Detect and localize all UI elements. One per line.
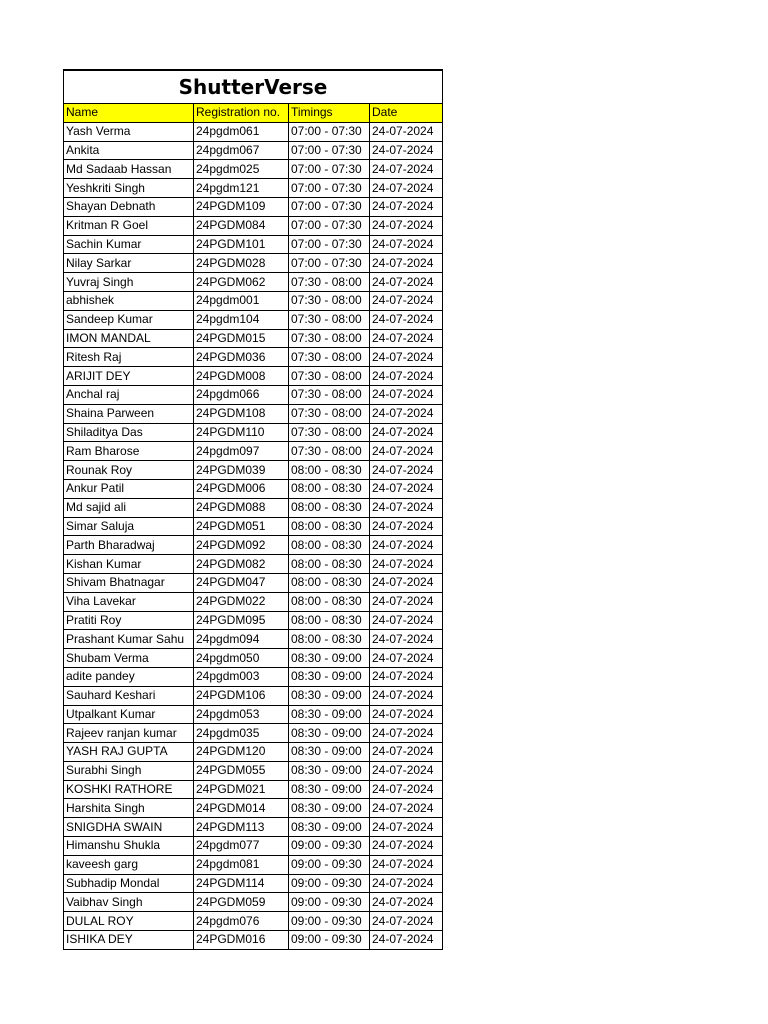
table-row [64,573,443,592]
registration-cell: 24PGDM022 [194,592,289,611]
timing-cell: 08:30 - 09:00 [289,705,370,724]
date-cell: 24-07-2024 [370,743,443,762]
date-cell: 24-07-2024 [370,686,443,705]
date-cell: 24-07-2024 [370,912,443,931]
table-row [64,310,443,329]
timing-cell: 07:00 - 07:30 [289,179,370,198]
registration-cell: 24PGDM036 [194,348,289,367]
timing-cell: 07:00 - 07:30 [289,122,370,141]
date-cell: 24-07-2024 [370,291,443,310]
schedule-sheet [63,69,442,950]
table-row [64,912,443,931]
table-row [64,799,443,818]
registration-cell: 24PGDM101 [194,235,289,254]
name-cell: Shiladitya Das [64,423,194,442]
date-cell: 24-07-2024 [370,160,443,179]
timing-cell: 07:30 - 08:00 [289,442,370,461]
registration-cell: 24PGDM008 [194,367,289,386]
table-row [64,837,443,856]
date-cell: 24-07-2024 [370,611,443,630]
timing-cell: 08:00 - 08:30 [289,592,370,611]
timing-cell: 07:00 - 07:30 [289,197,370,216]
table-row [64,743,443,762]
date-cell: 24-07-2024 [370,630,443,649]
date-cell: 24-07-2024 [370,179,443,198]
registration-cell: 24PGDM016 [194,931,289,950]
name-cell: Parth Bharadwaj [64,536,194,555]
registration-cell: 24pgdm066 [194,385,289,404]
name-cell: Ram Bharose [64,442,194,461]
table-row [64,479,443,498]
table-row [64,780,443,799]
table-row [64,855,443,874]
timing-cell: 07:30 - 08:00 [289,385,370,404]
name-cell: ARIJIT DEY [64,367,194,386]
timing-cell: 07:00 - 07:30 [289,254,370,273]
registration-cell: 24PGDM021 [194,780,289,799]
date-cell: 24-07-2024 [370,649,443,668]
timing-cell: 08:30 - 09:00 [289,780,370,799]
date-cell: 24-07-2024 [370,235,443,254]
table-row [64,705,443,724]
registration-cell: 24PGDM106 [194,686,289,705]
name-cell: Shivam Bhatnagar [64,573,194,592]
table-row [64,385,443,404]
date-cell: 24-07-2024 [370,855,443,874]
table-row [64,404,443,423]
table-row [64,442,443,461]
name-cell: Kritman R Goel [64,216,194,235]
date-cell: 24-07-2024 [370,479,443,498]
timing-cell: 08:30 - 09:00 [289,649,370,668]
timing-cell: 07:30 - 08:00 [289,404,370,423]
date-cell: 24-07-2024 [370,667,443,686]
date-cell: 24-07-2024 [370,517,443,536]
table-row [64,592,443,611]
registration-cell: 24PGDM109 [194,197,289,216]
registration-cell: 24pgdm077 [194,837,289,856]
timing-cell: 08:30 - 09:00 [289,686,370,705]
column-header-date: Date [370,104,443,123]
date-cell: 24-07-2024 [370,348,443,367]
registration-cell: 24pgdm081 [194,855,289,874]
name-cell: IMON MANDAL [64,329,194,348]
name-cell: Anchal raj [64,385,194,404]
table-row [64,235,443,254]
name-cell: Sandeep Kumar [64,310,194,329]
table-row [64,122,443,141]
registration-cell: 24pgdm053 [194,705,289,724]
table-row [64,498,443,517]
table-row [64,348,443,367]
name-cell: Nilay Sarkar [64,254,194,273]
timing-cell: 08:30 - 09:00 [289,724,370,743]
registration-cell: 24PGDM047 [194,573,289,592]
registration-cell: 24PGDM092 [194,536,289,555]
timing-cell: 07:00 - 07:30 [289,235,370,254]
date-cell: 24-07-2024 [370,724,443,743]
timing-cell: 09:00 - 09:30 [289,855,370,874]
name-cell: Ritesh Raj [64,348,194,367]
timing-cell: 07:30 - 08:00 [289,310,370,329]
registration-cell: 24PGDM051 [194,517,289,536]
timing-cell: 08:00 - 08:30 [289,461,370,480]
date-cell: 24-07-2024 [370,310,443,329]
table-row [64,667,443,686]
timing-cell: 08:00 - 08:30 [289,517,370,536]
name-cell: Kishan Kumar [64,555,194,574]
name-cell: Surabhi Singh [64,761,194,780]
timing-cell: 07:00 - 07:30 [289,141,370,160]
table-row [64,273,443,292]
date-cell: 24-07-2024 [370,818,443,837]
registration-cell: 24PGDM006 [194,479,289,498]
timing-cell: 08:30 - 09:00 [289,743,370,762]
date-cell: 24-07-2024 [370,498,443,517]
registration-cell: 24pgdm067 [194,141,289,160]
timing-cell: 09:00 - 09:30 [289,837,370,856]
name-cell: Md sajid ali [64,498,194,517]
sheet-title: ShutterVerse [64,70,443,104]
table-row [64,197,443,216]
name-cell: Sachin Kumar [64,235,194,254]
name-cell: Simar Saluja [64,517,194,536]
timing-cell: 07:30 - 08:00 [289,273,370,292]
registration-cell: 24pgdm076 [194,912,289,931]
schedule-table [63,69,443,950]
registration-cell: 24pgdm121 [194,179,289,198]
table-row [64,291,443,310]
date-cell: 24-07-2024 [370,254,443,273]
registration-cell: 24PGDM055 [194,761,289,780]
name-cell: kaveesh garg [64,855,194,874]
date-cell: 24-07-2024 [370,122,443,141]
date-cell: 24-07-2024 [370,385,443,404]
timing-cell: 08:30 - 09:00 [289,818,370,837]
table-row [64,254,443,273]
timing-cell: 09:00 - 09:30 [289,931,370,950]
timing-cell: 08:00 - 08:30 [289,536,370,555]
date-cell: 24-07-2024 [370,705,443,724]
date-cell: 24-07-2024 [370,780,443,799]
registration-cell: 24PGDM088 [194,498,289,517]
table-row [64,761,443,780]
name-cell: Rajeev ranjan kumar [64,724,194,743]
timing-cell: 08:00 - 08:30 [289,573,370,592]
name-cell: Ankita [64,141,194,160]
table-row [64,160,443,179]
table-row [64,611,443,630]
date-cell: 24-07-2024 [370,404,443,423]
registration-cell: 24PGDM108 [194,404,289,423]
date-cell: 24-07-2024 [370,273,443,292]
date-cell: 24-07-2024 [370,367,443,386]
registration-cell: 24PGDM014 [194,799,289,818]
timing-cell: 08:30 - 09:00 [289,761,370,780]
timing-cell: 09:00 - 09:30 [289,874,370,893]
table-row [64,367,443,386]
timing-cell: 08:00 - 08:30 [289,498,370,517]
timing-cell: 07:30 - 08:00 [289,423,370,442]
name-cell: Sauhard Keshari [64,686,194,705]
date-cell: 24-07-2024 [370,799,443,818]
registration-cell: 24pgdm050 [194,649,289,668]
table-row [64,724,443,743]
registration-cell: 24PGDM110 [194,423,289,442]
table-body [64,122,443,949]
registration-cell: 24PGDM062 [194,273,289,292]
table-row [64,555,443,574]
table-row [64,179,443,198]
name-cell: adite pandey [64,667,194,686]
table-row [64,686,443,705]
registration-cell: 24PGDM114 [194,874,289,893]
name-cell: YASH RAJ GUPTA [64,743,194,762]
name-cell: Pratiti Roy [64,611,194,630]
timing-cell: 07:30 - 08:00 [289,367,370,386]
timing-cell: 08:00 - 08:30 [289,555,370,574]
table-row [64,893,443,912]
timing-cell: 07:00 - 07:30 [289,160,370,179]
registration-cell: 24PGDM015 [194,329,289,348]
date-cell: 24-07-2024 [370,442,443,461]
date-cell: 24-07-2024 [370,893,443,912]
date-cell: 24-07-2024 [370,423,443,442]
table-row [64,818,443,837]
date-cell: 24-07-2024 [370,573,443,592]
name-cell: Himanshu Shukla [64,837,194,856]
registration-cell: 24PGDM028 [194,254,289,273]
timing-cell: 08:30 - 09:00 [289,667,370,686]
table-row [64,536,443,555]
registration-cell: 24pgdm061 [194,122,289,141]
name-cell: Vaibhav Singh [64,893,194,912]
date-cell: 24-07-2024 [370,874,443,893]
table-row [64,216,443,235]
registration-cell: 24PGDM039 [194,461,289,480]
table-row [64,461,443,480]
timing-cell: 07:30 - 08:00 [289,291,370,310]
date-cell: 24-07-2024 [370,141,443,160]
timing-cell: 09:00 - 09:30 [289,893,370,912]
timing-cell: 08:00 - 08:30 [289,479,370,498]
timing-cell: 08:30 - 09:00 [289,799,370,818]
name-cell: Yash Verma [64,122,194,141]
date-cell: 24-07-2024 [370,931,443,950]
table-row [64,517,443,536]
name-cell: Shubam Verma [64,649,194,668]
registration-cell: 24pgdm025 [194,160,289,179]
registration-cell: 24PGDM059 [194,893,289,912]
date-cell: 24-07-2024 [370,837,443,856]
date-cell: 24-07-2024 [370,461,443,480]
column-header-registration: Registration no. [194,104,289,123]
name-cell: Md Sadaab Hassan [64,160,194,179]
timing-cell: 07:00 - 07:30 [289,216,370,235]
name-cell: Prashant Kumar Sahu [64,630,194,649]
name-cell: abhishek [64,291,194,310]
date-cell: 24-07-2024 [370,197,443,216]
name-cell: ISHIKA DEY [64,931,194,950]
table-row [64,874,443,893]
registration-cell: 24PGDM113 [194,818,289,837]
name-cell: Subhadip Mondal [64,874,194,893]
date-cell: 24-07-2024 [370,592,443,611]
title-row [64,70,443,104]
registration-cell: 24pgdm035 [194,724,289,743]
registration-cell: 24pgdm104 [194,310,289,329]
name-cell: Ankur Patil [64,479,194,498]
table-row [64,141,443,160]
name-cell: Rounak Roy [64,461,194,480]
header-row [64,104,443,123]
name-cell: Utpalkant Kumar [64,705,194,724]
name-cell: KOSHKI RATHORE [64,780,194,799]
name-cell: Viha Lavekar [64,592,194,611]
column-header-timings: Timings [289,104,370,123]
name-cell: Shaina Parween [64,404,194,423]
date-cell: 24-07-2024 [370,216,443,235]
registration-cell: 24PGDM095 [194,611,289,630]
registration-cell: 24pgdm001 [194,291,289,310]
name-cell: Yuvraj Singh [64,273,194,292]
date-cell: 24-07-2024 [370,761,443,780]
name-cell: Yeshkriti Singh [64,179,194,198]
timing-cell: 08:00 - 08:30 [289,611,370,630]
registration-cell: 24pgdm094 [194,630,289,649]
registration-cell: 24PGDM120 [194,743,289,762]
registration-cell: 24PGDM082 [194,555,289,574]
registration-cell: 24pgdm003 [194,667,289,686]
name-cell: Harshita Singh [64,799,194,818]
registration-cell: 24PGDM084 [194,216,289,235]
date-cell: 24-07-2024 [370,329,443,348]
column-header-name: Name [64,104,194,123]
timing-cell: 07:30 - 08:00 [289,329,370,348]
timing-cell: 08:00 - 08:30 [289,630,370,649]
table-row [64,931,443,950]
timing-cell: 09:00 - 09:30 [289,912,370,931]
name-cell: Shayan Debnath [64,197,194,216]
table-row [64,423,443,442]
timing-cell: 07:30 - 08:00 [289,348,370,367]
date-cell: 24-07-2024 [370,536,443,555]
registration-cell: 24pgdm097 [194,442,289,461]
date-cell: 24-07-2024 [370,555,443,574]
name-cell: SNIGDHA SWAIN [64,818,194,837]
table-row [64,329,443,348]
table-row [64,649,443,668]
table-row [64,630,443,649]
name-cell: DULAL ROY [64,912,194,931]
